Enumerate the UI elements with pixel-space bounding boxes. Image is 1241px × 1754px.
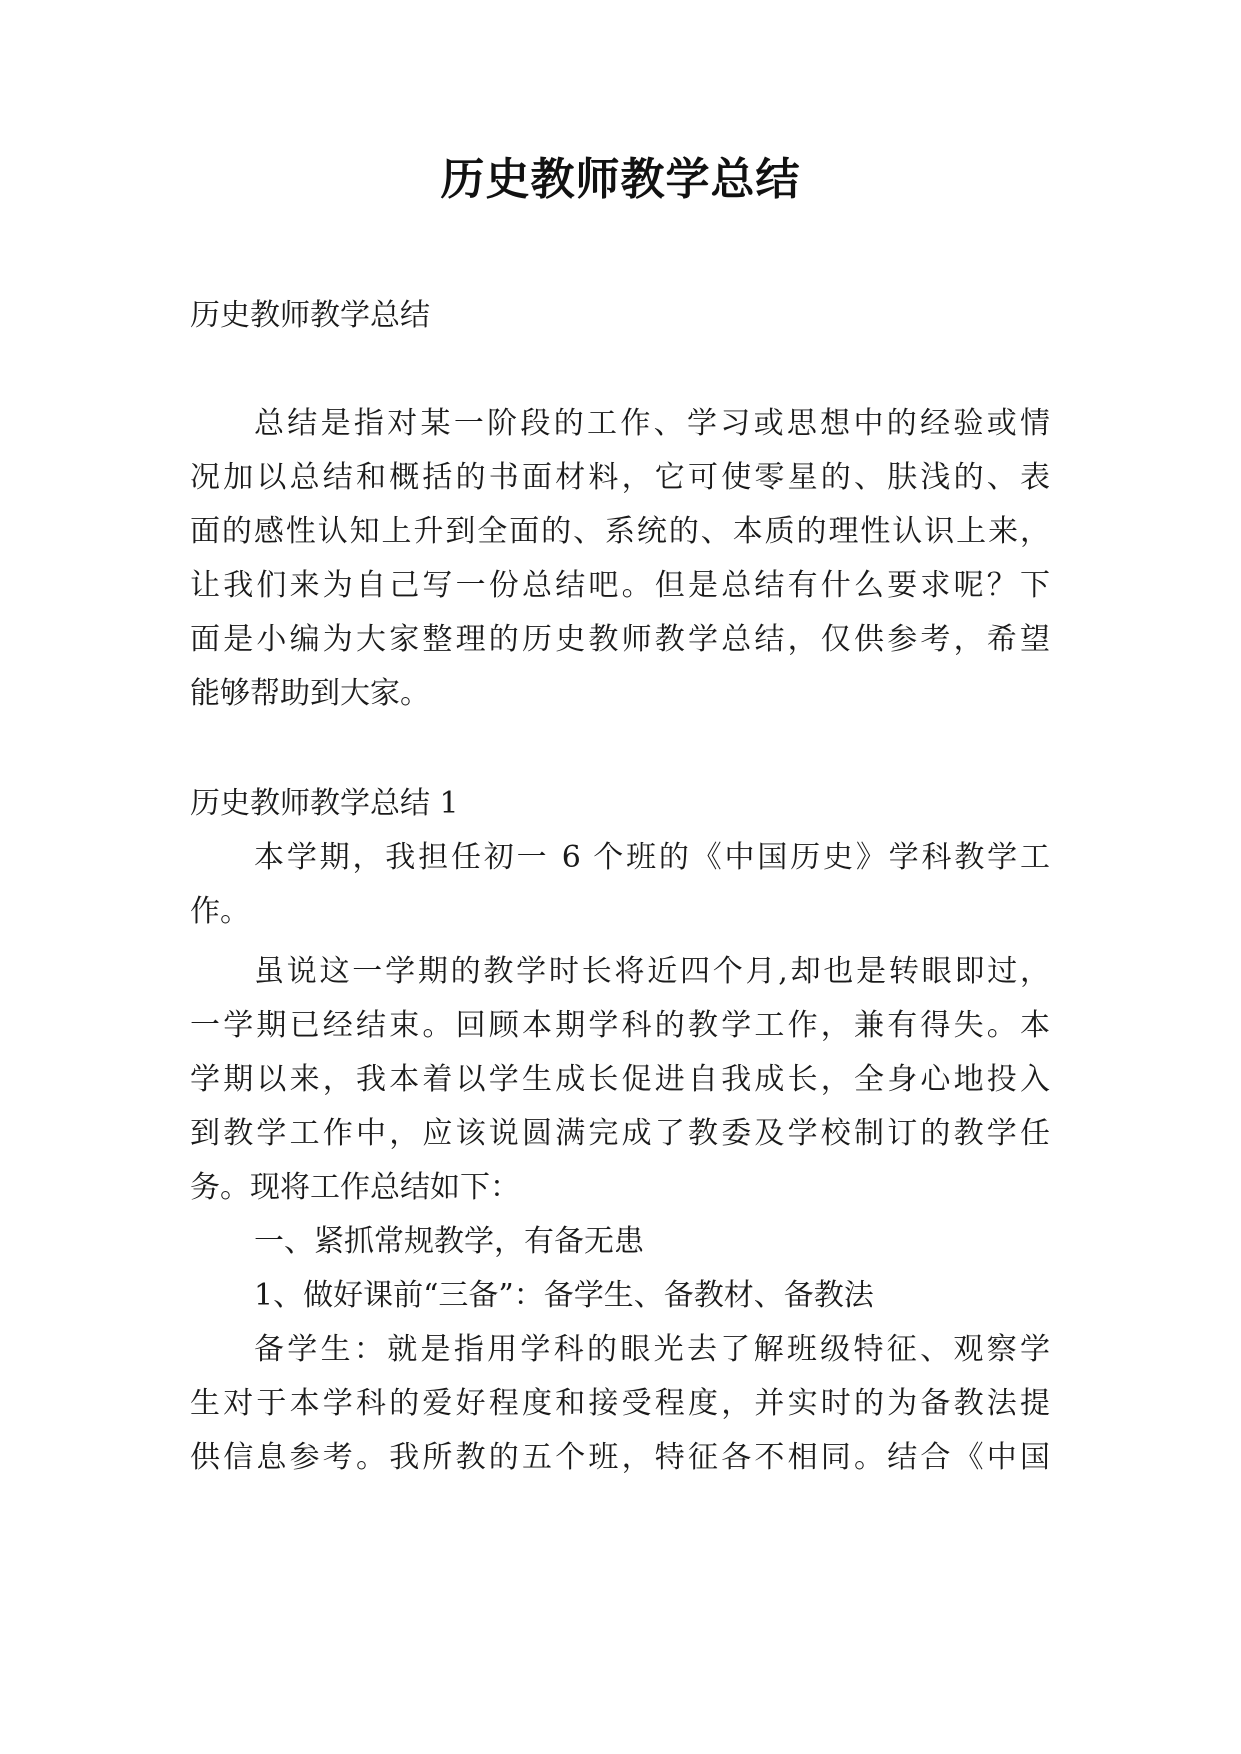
document-subtitle: 历史教师教学总结	[190, 298, 430, 333]
body-line: 学期以来，我本着以学生成长促进自我成长，全身心地投入	[190, 1062, 1050, 1097]
body-line: 供信息参考。我所教的五个班，特征各不相同。结合《中国	[190, 1440, 1050, 1475]
body-line: 虽说这一学期的教学时长将近四个月,却也是转眼即过，	[254, 954, 1050, 989]
body-line: 务。现将工作总结如下：	[190, 1170, 520, 1205]
intro-line: 面的感性认知上升到全面的、系统的、本质的理性认识上来，	[190, 514, 1050, 549]
document-title: 历史教师教学总结	[440, 154, 801, 205]
body-line: 到教学工作中，应该说圆满完成了教委及学校制订的教学任	[190, 1116, 1050, 1151]
intro-line: 面是小编为大家整理的历史教师教学总结，仅供参考，希望	[190, 622, 1050, 657]
body-line: 备学生：就是指用学科的眼光去了解班级特征、观察学	[254, 1332, 1050, 1367]
section-subheading: 1、做好课前“三备”：备学生、备教材、备教法	[254, 1278, 874, 1313]
intro-line: 让我们来为自己写一份总结吧。但是总结有什么要求呢？下	[190, 568, 1050, 603]
section-subheading: 一、紧抓常规教学，有备无患	[254, 1224, 644, 1259]
body-line: 生对于本学科的爱好程度和接受程度，并实时的为备教法提	[190, 1386, 1050, 1421]
body-line: 本学期，我担任初一 6 个班的《中国历史》学科教学工	[254, 840, 1050, 875]
section-heading: 历史教师教学总结 1	[190, 786, 459, 821]
body-line: 作。	[190, 894, 250, 929]
body-line: 一学期已经结束。回顾本期学科的教学工作，兼有得失。本	[190, 1008, 1050, 1043]
intro-line: 能够帮助到大家。	[190, 676, 430, 711]
intro-line: 况加以总结和概括的书面材料，它可使零星的、肤浅的、表	[190, 460, 1050, 495]
intro-line: 总结是指对某一阶段的工作、学习或思想中的经验或情	[254, 406, 1050, 441]
